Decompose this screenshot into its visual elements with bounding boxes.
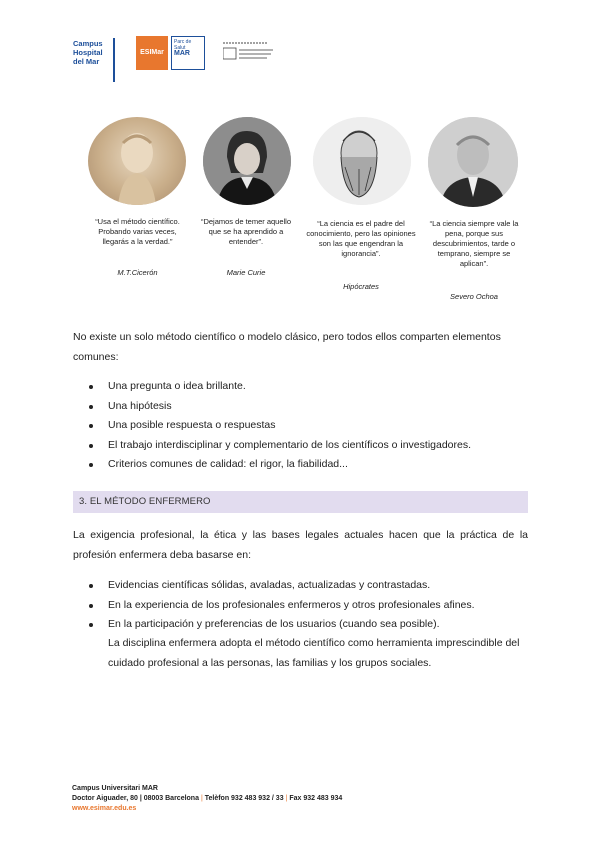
footer-phone: Telèfon 932 483 932 / 33 <box>204 795 284 802</box>
footer-address: Doctor Aiguader, 80 | 08003 Barcelona <box>72 795 199 802</box>
esimar-logo: ESIMar <box>136 36 168 70</box>
quote-severo-ochoa: “La ciencia siempre vale la pena, porque sus descubrimientos, tarde o temprano, siempre se aplican”. <box>429 219 519 268</box>
author-severo-ochoa: Severo Ochoa <box>450 292 498 301</box>
footer: Campus Universitari MAR Doctor Aiguader, 80 | 08003 Barcelona | Telèfon 932 483 932 / 33 | Fax 932 483 934 www.esimar.edu.es <box>72 785 343 812</box>
quote-marie-curie: “Dejamos de temer aquello que se ha aprendido a entender”. <box>200 217 292 246</box>
list-item: Una posible respuesta o respuestas <box>73 416 528 436</box>
campus-hospital-logo: Campus Hospital del Mar <box>73 39 117 66</box>
intro-paragraph: No existe un solo método científico o modelo clásico, pero todos ellos comparten elementos comunes: <box>73 331 501 363</box>
list-item: El trabajo interdisciplinar y complementario de los científicos o investigadores. <box>73 436 528 456</box>
author-ciceron: M.T.Cicerón <box>117 268 158 277</box>
list-item: Una hipótesis <box>73 397 528 417</box>
quote-ciceron: “Usa el método científico. Probando varias veces, llegarás a la verdad.” <box>95 217 180 246</box>
footer-fax: Fax 932 483 934 <box>289 795 343 802</box>
elements-list <box>73 377 528 475</box>
portrait-ciceron <box>88 117 186 205</box>
closing-paragraph: La disciplina enfermera adopta el método científico como herramienta imprescindible del cuidado profesional a las personas, las familias y los grupos sociales. <box>108 637 520 669</box>
list-item: Evidencias científicas sólidas, avaladas, actualizadas y contrastadas. <box>73 576 528 596</box>
portrait-marie-curie <box>203 117 291 205</box>
list-item: En la participación y preferencias de los usuarios (cuando sea posible). <box>73 615 528 635</box>
author-hipocrates: Hipócrates <box>343 282 379 291</box>
footer-website-link[interactable]: www.esimar.edu.es <box>72 805 137 812</box>
author-marie-curie: Marie Curie <box>226 268 266 277</box>
list-item: En la experiencia de los profesionales enfermeros y otros profesionales afines. <box>73 596 528 616</box>
list-item: Criterios comunes de calidad: el rigor, la fiabilidad... <box>73 455 528 475</box>
section-title: 3. EL MÉTODO ENFERMERO <box>79 496 211 507</box>
quote-hipocrates: “La ciencia es el padre del conocimiento, pero las opiniones son las que engendran la ignorancia”. <box>306 219 416 258</box>
list-item: Una pregunta o idea brillante. <box>73 377 528 397</box>
header-logos <box>73 36 293 86</box>
portrait-severo-ochoa <box>428 117 518 207</box>
section-header <box>73 491 528 513</box>
university-logo <box>223 42 283 66</box>
footer-name: Campus Universitari MAR <box>72 785 158 792</box>
portrait-hipocrates <box>313 117 411 205</box>
parc-salut-mar-logo: Parc de Salut MAR <box>171 36 205 70</box>
section-intro-paragraph: La exigencia profesional, la ética y las bases legales actuales hacen que la práctica de la profesión enfermera deba basarse en: <box>73 529 528 561</box>
bases-list <box>73 576 528 635</box>
